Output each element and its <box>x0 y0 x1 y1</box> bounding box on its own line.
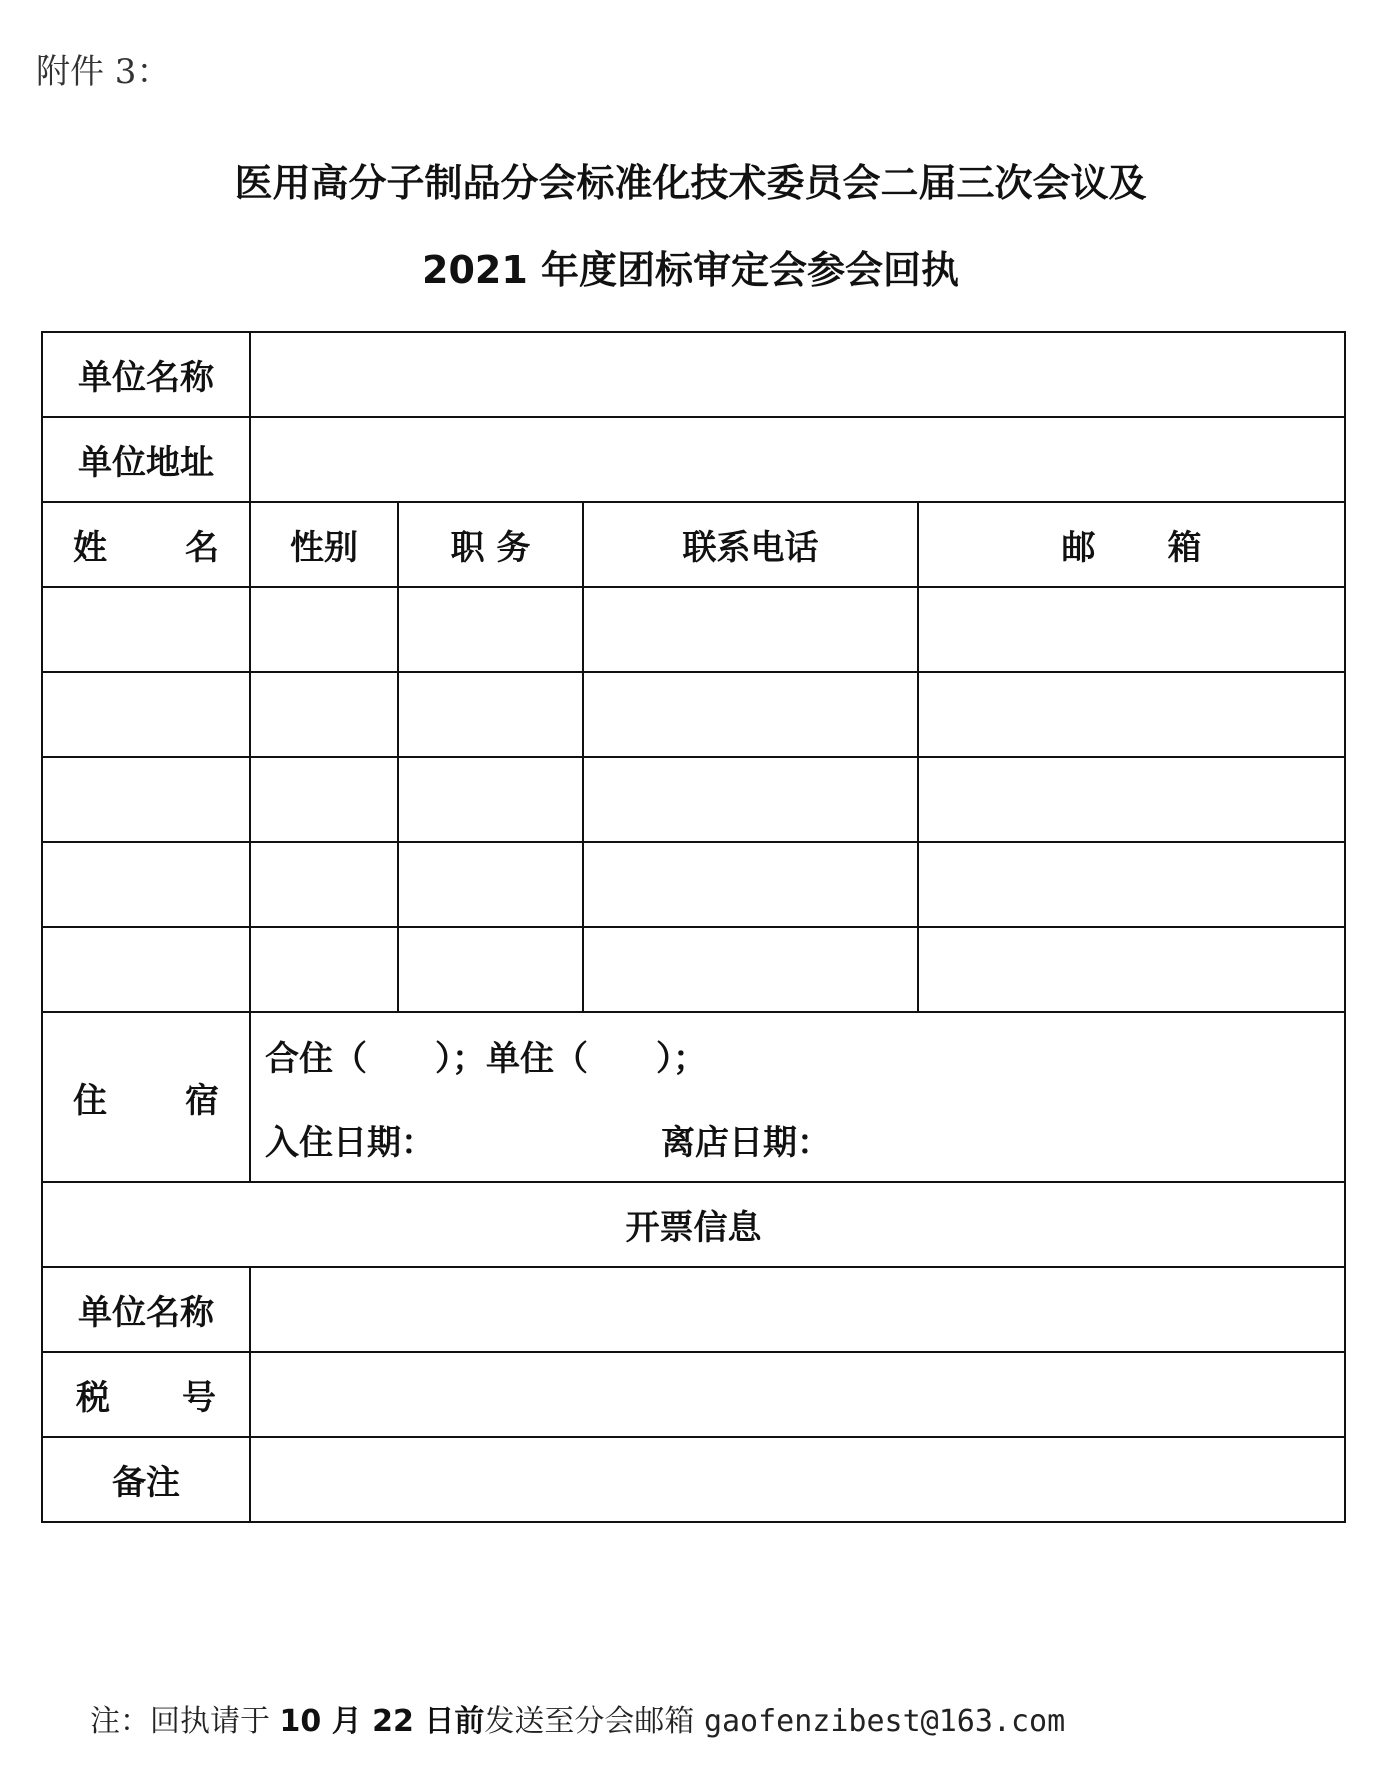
attendee-email-field[interactable] <box>918 587 1345 672</box>
note-deadline: 10 月 22 日前 <box>279 1704 485 1739</box>
attendee-phone-field[interactable] <box>583 757 918 842</box>
attendee-name-field[interactable] <box>42 757 250 842</box>
checkout-date-label: 离店日期： <box>661 1122 831 1163</box>
invoice-header-row <box>42 1182 1345 1267</box>
attendee-email-field[interactable] <box>918 927 1345 1012</box>
attendee-name-field[interactable] <box>42 927 250 1012</box>
invoice-unit-name-field[interactable] <box>250 1267 1345 1352</box>
attendee-gender-field[interactable] <box>250 587 398 672</box>
attendee-phone-field[interactable] <box>583 927 918 1012</box>
checkin-date-label: 入住日期： <box>265 1122 435 1163</box>
attendee-position-field[interactable] <box>398 927 583 1012</box>
position-column-header: 职 务 <box>398 502 583 587</box>
attendee-email-field[interactable] <box>918 672 1345 757</box>
footer-note <box>90 1696 1065 1740</box>
attendee-position-field[interactable] <box>398 842 583 927</box>
note-middle: 发送至分会邮箱 <box>484 1704 704 1739</box>
attendee-row <box>42 587 1345 672</box>
name-column-header: 姓 名 <box>42 502 250 587</box>
phone-column-header: 联系电话 <box>583 502 918 587</box>
unit-name-label: 单位名称 <box>42 332 250 417</box>
document-title-line-1: 医用高分子制品分会标准化技术委员会二届三次会议及 <box>234 161 1147 205</box>
attendee-row <box>42 927 1345 1012</box>
unit-name-row <box>42 332 1345 417</box>
attendee-email-field[interactable] <box>918 842 1345 927</box>
tax-number-row <box>42 1352 1345 1437</box>
attendee-phone-field[interactable] <box>583 587 918 672</box>
attendee-phone-field[interactable] <box>583 672 918 757</box>
attendee-gender-field[interactable] <box>250 927 398 1012</box>
unit-address-label: 单位地址 <box>42 417 250 502</box>
invoice-unit-name-row <box>42 1267 1345 1352</box>
invoice-unit-name-label: 单位名称 <box>42 1267 250 1352</box>
unit-address-row <box>42 417 1345 502</box>
attendee-row <box>42 842 1345 927</box>
attendee-name-field[interactable] <box>42 672 250 757</box>
gender-column-header: 性别 <box>250 502 398 587</box>
attendee-name-field[interactable] <box>42 587 250 672</box>
tax-number-label: 税 号 <box>42 1352 250 1437</box>
attendee-row <box>42 672 1345 757</box>
attendee-position-field[interactable] <box>398 757 583 842</box>
contact-email[interactable]: gaofenzibest@163.com <box>703 1704 1066 1739</box>
lodging-label: 住 宿 <box>42 1012 250 1182</box>
attendee-gender-field[interactable] <box>250 672 398 757</box>
stay-dates <box>265 1097 1330 1181</box>
attendee-position-field[interactable] <box>398 587 583 672</box>
email-column-header: 邮 箱 <box>918 502 1345 587</box>
lodging-row <box>42 1012 1345 1182</box>
attendee-row <box>42 757 1345 842</box>
attendee-email-field[interactable] <box>918 757 1345 842</box>
attendee-header-row <box>42 502 1345 587</box>
attachment-label: 附件 3： <box>36 52 171 92</box>
attendee-gender-field[interactable] <box>250 757 398 842</box>
attendee-name-field[interactable] <box>42 842 250 927</box>
registration-form-table <box>41 331 1346 1523</box>
lodging-options[interactable] <box>250 1012 1345 1182</box>
remark-field[interactable] <box>250 1437 1345 1522</box>
invoice-section-header: 开票信息 <box>42 1182 1345 1267</box>
attendee-phone-field[interactable] <box>583 842 918 927</box>
remark-label: 备注 <box>42 1437 250 1522</box>
attendee-position-field[interactable] <box>398 672 583 757</box>
tax-number-field[interactable] <box>250 1352 1345 1437</box>
unit-address-field[interactable] <box>250 417 1345 502</box>
document-title-line-2: 2021 年度团标审定会参会回执 <box>422 248 959 292</box>
remark-row <box>42 1437 1345 1522</box>
attendee-gender-field[interactable] <box>250 842 398 927</box>
note-prefix: 注：回执请于 <box>90 1704 280 1739</box>
room-type-options[interactable]: 合住（ ）；单住（ ）； <box>265 1038 707 1079</box>
unit-name-field[interactable] <box>250 332 1345 417</box>
